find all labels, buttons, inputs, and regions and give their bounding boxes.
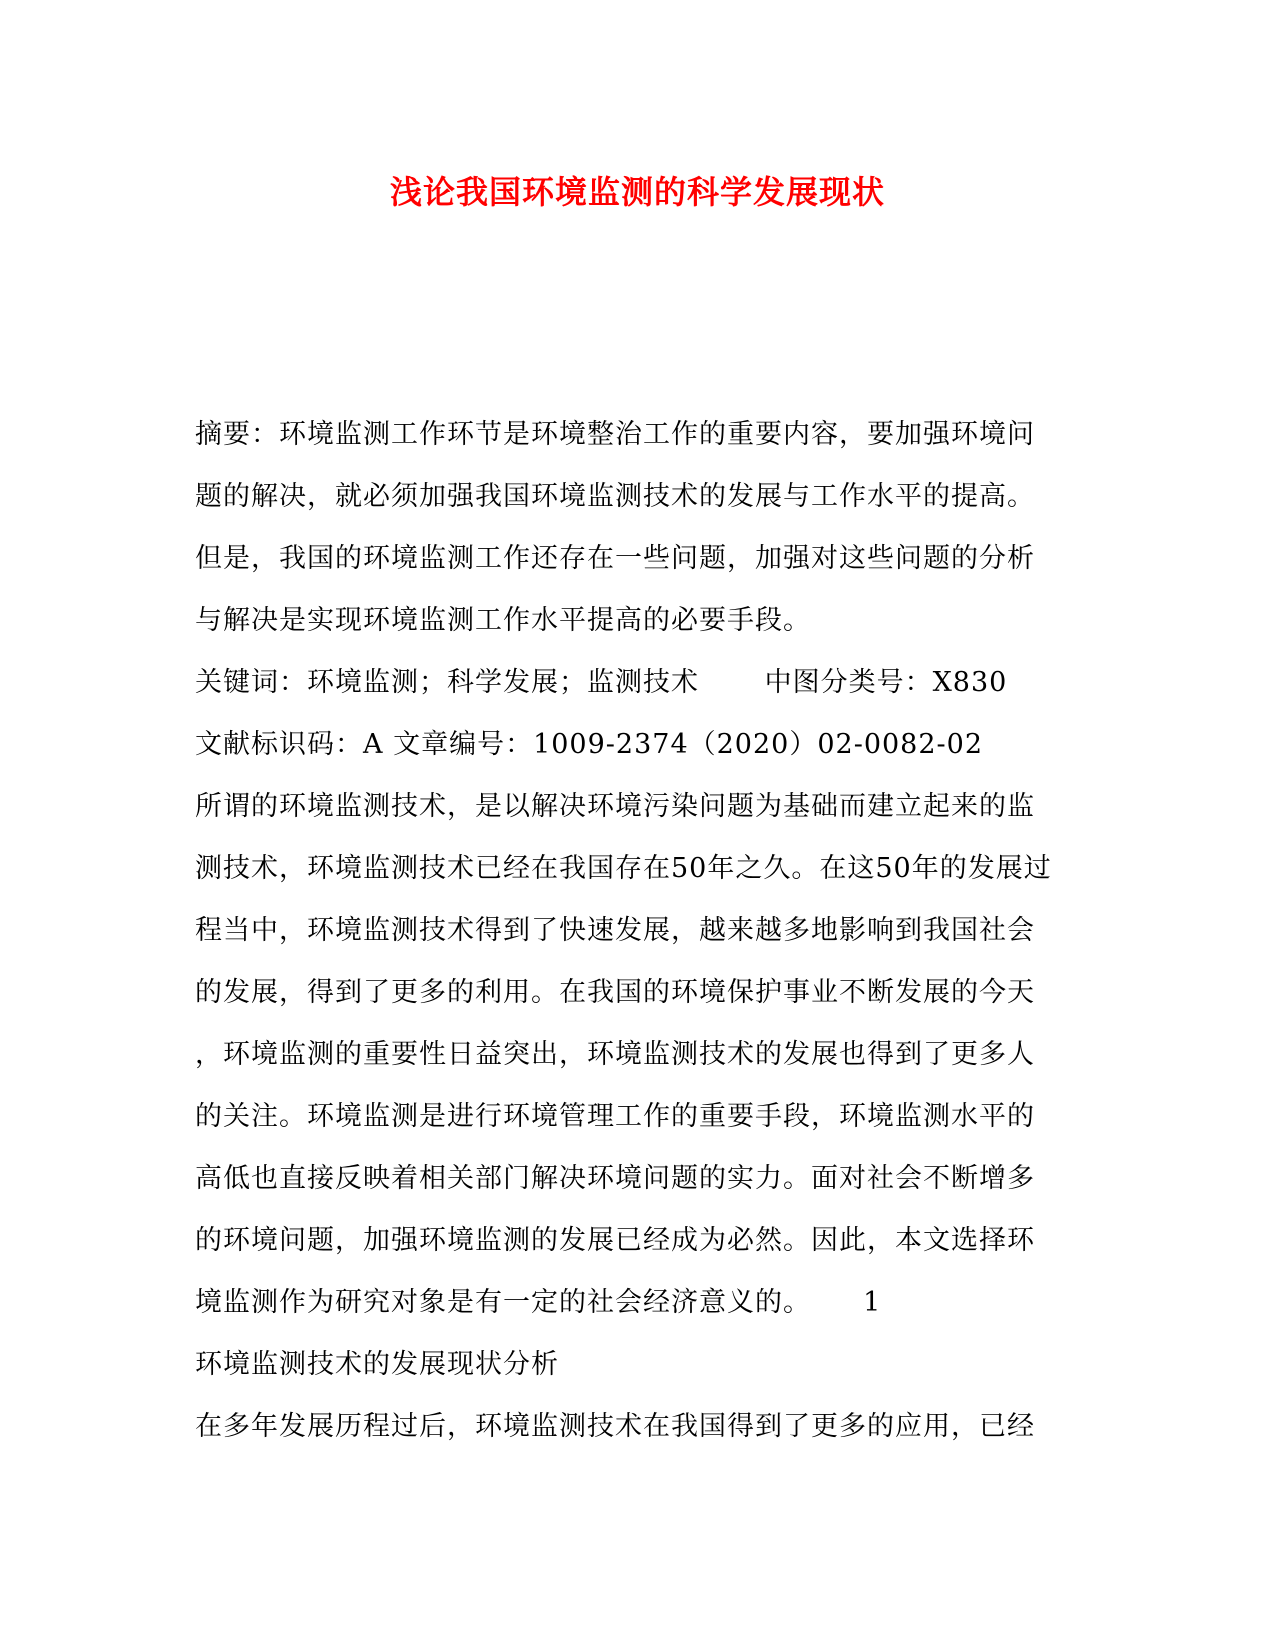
- abstract-line-1: 摘要：环境监测工作环节是环境整治工作的重要内容，要加强环境问: [195, 419, 1035, 450]
- body-line-9: 境监测作为研究对象是有一定的社会经济意义的。 1: [195, 1287, 882, 1318]
- body-line-1: 所谓的环境监测技术，是以解决环境污染问题为基础而建立起来的监: [195, 791, 1035, 822]
- abstract-line-2: 题的解决，就必须加强我国环境监测技术的发展与工作水平的提高。: [195, 481, 1035, 512]
- body-line-7: 高低也直接反映着相关部门解决环境问题的实力。面对社会不断增多: [195, 1163, 1035, 1194]
- document-title: 浅论我国环境监测的科学发展现状: [389, 173, 885, 211]
- abstract-line-3: 但是，我国的环境监测工作还存在一些问题，加强对这些问题的分析: [195, 543, 1035, 574]
- body-line-2: 测技术，环境监测技术已经在我国存在50年之久。在这50年的发展过: [195, 853, 1052, 884]
- abstract-line-4: 与解决是实现环境监测工作水平提高的必要手段。: [195, 605, 811, 636]
- body-line-3: 程当中，环境监测技术得到了快速发展，越来越多地影响到我国社会: [195, 915, 1035, 946]
- section-heading: 环境监测技术的发展现状分析: [195, 1349, 559, 1380]
- body-line-4: 的发展，得到了更多的利用。在我国的环境保护事业不断发展的今天: [195, 977, 1035, 1008]
- body-line-6: 的关注。环境监测是进行环境管理工作的重要手段，环境监测水平的: [195, 1101, 1035, 1132]
- body-line-8: 的环境问题，加强环境监测的发展已经成为必然。因此，本文选择环: [195, 1225, 1035, 1256]
- keywords-line: 关键词：环境监测；科学发展；监测技术 中图分类号：X830: [195, 667, 1008, 698]
- body-line-5: ，环境监测的重要性日益突出，环境监测技术的发展也得到了更多人: [195, 1039, 1035, 1070]
- document-id-line: 文献标识码：A 文章编号：1009-2374（2020）02-0082-02: [195, 729, 984, 760]
- body-line-10: 在多年发展历程过后，环境监测技术在我国得到了更多的应用，已经: [195, 1411, 1035, 1442]
